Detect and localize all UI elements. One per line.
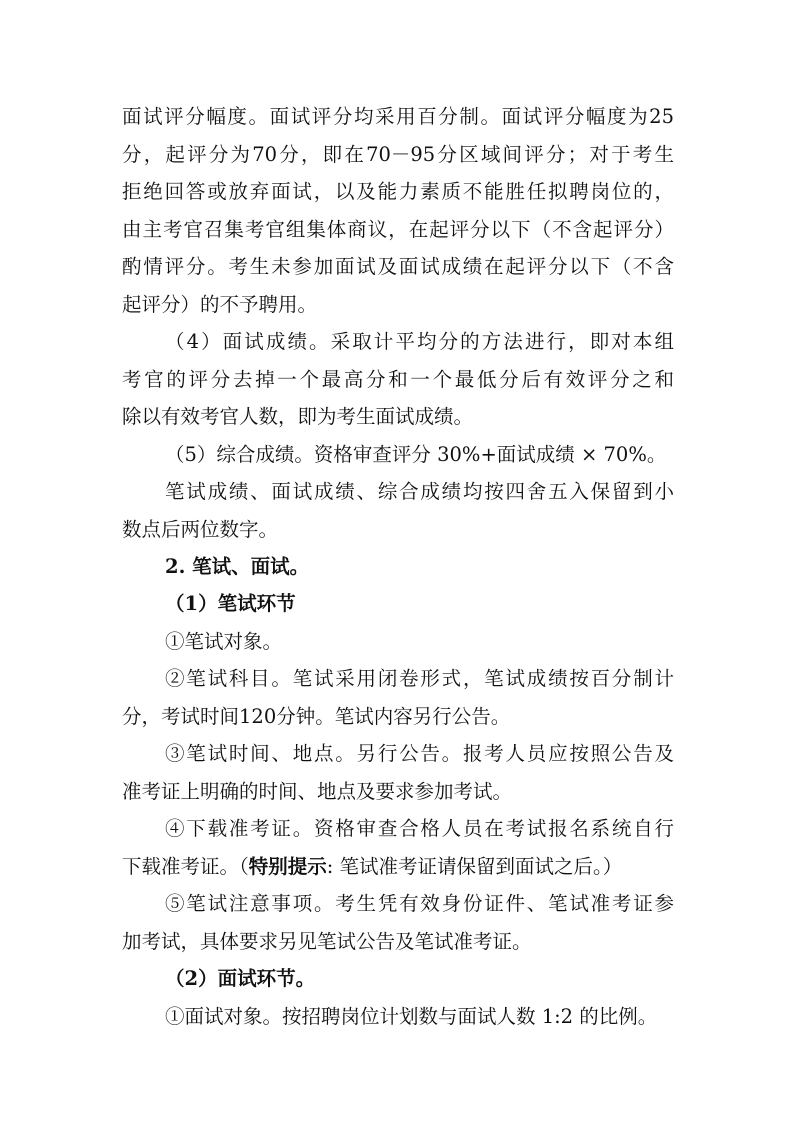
text-line: 笔试成绩、面试成绩、综合成绩均按四舍五入保留到小: [165, 480, 674, 503]
text-line: [122, 853, 622, 881]
text-line: ⑤笔试注意事项。考生凭有效身份证件、笔试准考证参: [165, 892, 674, 915]
text-line: 考官的评分去掉一个最高分和一个最低分后有效评分之和: [122, 368, 674, 391]
text-line: 酌情评分。考生未参加面试及面试成绩在起评分以下（不含: [122, 255, 674, 278]
text-line: （5）综合成绩。资格审查评分 30%+面试成绩 × 70%。: [165, 443, 667, 466]
text-line: 准考证上明确的时间、地点及要求参加考试。: [122, 780, 513, 803]
text-line: ①笔试对象。: [165, 630, 283, 653]
text-line: 除以有效考官人数，即为考生面试成绩。: [122, 405, 474, 428]
text-line: ③笔试时间、地点。另行公告。报考人员应按照公告及: [165, 742, 674, 765]
text-segment: 下载准考证。（: [122, 855, 249, 878]
text-line: ④下载准考证。资格审查合格人员在考试报名系统自行: [165, 817, 674, 840]
special-note-label: 特别提示: [248, 855, 327, 878]
text-line: ①面试对象。按招聘岗位计划数与面试人数 1:2 的比例。: [165, 1005, 658, 1028]
subsection-heading: （1）笔试环节: [165, 592, 296, 615]
subsection-heading: （2）面试环节。: [165, 967, 316, 990]
text-line: 由主考官召集考官组集体商议，在起评分以下（不含起评分）: [122, 218, 674, 241]
text-line: 数点后两位数字。: [122, 518, 279, 541]
section-heading: 2. 笔试、面试。: [165, 555, 310, 578]
text-line: 面试评分幅度。面试评分均采用百分制。面试评分幅度为25: [122, 105, 674, 128]
text-segment: : 笔试准考证请保留到面试之后。）: [326, 855, 623, 878]
text-line: 分，考试时间120分钟。笔试内容另行公告。: [122, 705, 511, 728]
text-line: 分，起评分为70分，即在70－95分区域间评分；对于考生: [122, 143, 674, 166]
text-line: （4）面试成绩。采取计平均分的方法进行，即对本组: [165, 330, 674, 353]
text-line: 起评分）的不予聘用。: [122, 293, 318, 316]
text-line: 加考试，具体要求另见笔试公告及笔试准考证。: [122, 930, 532, 953]
text-line: 拒绝回答或放弃面试，以及能力素质不能胜任拟聘岗位的，: [122, 180, 674, 203]
text-line: ②笔试科目。笔试采用闭卷形式，笔试成绩按百分制计: [165, 667, 674, 690]
